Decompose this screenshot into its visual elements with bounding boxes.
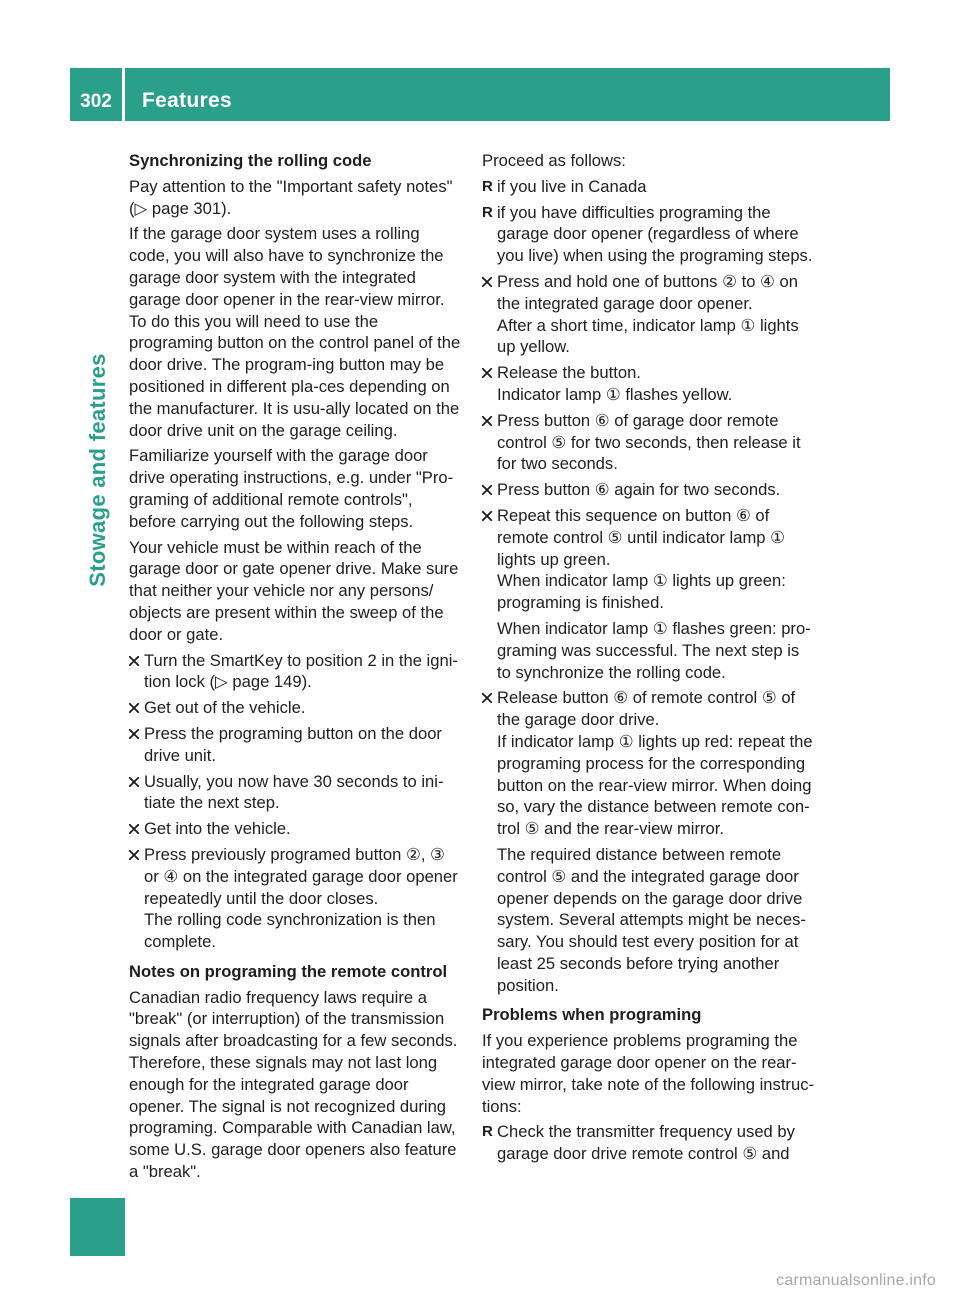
left-column [129, 150, 461, 1187]
paragraph: If the garage door system uses a rolling code, you will also have to synchronize the garage door system with the integrated garage door opener in the rear-view mirror. To do this you will need to use the programing button on the control panel of the door drive. The program-ing button may be positioned in different pla-ces depending on the manufacturer. It is usu-ally located on the door drive unit on the garage ceiling. [129, 224, 461, 440]
side-tab [70, 121, 125, 1257]
paragraph: Your vehicle must be within reach of the garage door or gate opener drive. Make sure that neither your vehicle nor any persons/ objects are present within the sweep of the door or gate. [129, 537, 459, 644]
page-number-box [70, 68, 125, 121]
bullet-item: R Check the transmitter frequency used by garage door drive remote control ⑤ and [482, 1121, 814, 1165]
paragraph: If you experience problems programing the integrated garage door opener on the rear-view mirror, take note of the following instruc-tions: [482, 1031, 815, 1116]
section-heading: Problems when programing [482, 1005, 702, 1025]
step-note: Indicator lamp ① flashes yellow. [497, 384, 733, 404]
step-note-wrap [129, 771, 461, 815]
paragraph: Proceed as follows: [482, 151, 626, 170]
bullet-item: R if you live in Canada [482, 176, 814, 198]
step-note: When indicator lamp ① flashes green: pro-graming was successful. The next step is to synchronize the rolling code. [497, 618, 811, 682]
step-note: The rolling code synchronization is then complete. [144, 910, 436, 952]
instruction-step: Repeat this sequence on button ⑥ of remote control ⑤ until indicator lamp ① lights up green. [482, 505, 814, 570]
step-note: The required distance between remote control ⑤ and the integrated garage door opener depends on the garage door drive system. Several attempts might be neces-sary. You should test every position for at least 25 seconds before trying another position. [497, 844, 806, 995]
step-note: If indicator lamp ① lights up red: repeat the programing process for the corresponding button on the rear-view mirror. When doing so, vary the distance between remote con-trol ⑤ and the rear-view mirror. [497, 731, 813, 839]
paragraph: Familiarize yourself with the garage door drive operating instructions, e.g. under "Pro-graming of additional remote controls", before carrying out the following steps. [129, 446, 454, 531]
section-heading: Notes on programing the remote control [129, 961, 448, 981]
page-header [70, 68, 890, 121]
instruction-step: Press and hold one of buttons ② to ④ on the integrated garage door opener. [482, 271, 814, 315]
section-heading: Synchronizing the rolling code [129, 151, 372, 170]
instruction-step: Press button ⑥ again for two seconds. [482, 479, 814, 501]
instruction-step: Get out of the vehicle. [129, 697, 461, 719]
right-column [482, 150, 814, 1169]
instruction-step: Release the button. [482, 362, 814, 384]
instruction-step: Press the programing button on the door drive unit. [129, 723, 461, 767]
instruction-step: Turn the SmartKey to position 2 in the igni-tion lock (▷ page 149). [129, 650, 461, 694]
side-tab-marker [70, 1198, 125, 1256]
paragraph: Canadian radio frequency laws require a "break" (or interruption) of the transmission signals after broadcasting for a few seconds. Therefore, these signals may not last long enough for the integrated garage door opener. The signal is not recognized during programing. Comparable with Canadian law, some U.S. garage door openers also feature a "break". [129, 987, 458, 1182]
step-note: When indicator lamp ① lights up green: programing is finished. [497, 571, 786, 613]
step-note: Usually, you now have 30 seconds to ini-tiate the next step. [144, 771, 444, 813]
instruction-step: Release button ⑥ of remote control ⑤ of the garage door drive. [482, 687, 814, 731]
watermark: carmanualsonline.info [776, 1272, 936, 1289]
page-number: 302 [80, 91, 112, 112]
instruction-step: Press button ⑥ of garage door remote control ⑤ for two seconds, then release it for two seconds. [482, 410, 814, 475]
section-title: Features [142, 89, 232, 112]
bullet-item: R if you have difficulties programing the garage door opener (regardless of where you live) when using the programing steps. [482, 202, 814, 267]
side-tab-label: Stowage and features [85, 353, 110, 587]
instruction-step: Press previously programed button ②, ③ or ④ on the integrated garage door opener repeatedly until the door closes. [129, 844, 461, 909]
step-note: After a short time, indicator lamp ① lights up yellow. [497, 315, 799, 357]
paragraph: Pay attention to the "Important safety notes" (▷ page 301). [129, 176, 453, 218]
instruction-step: Get into the vehicle. [129, 818, 461, 840]
